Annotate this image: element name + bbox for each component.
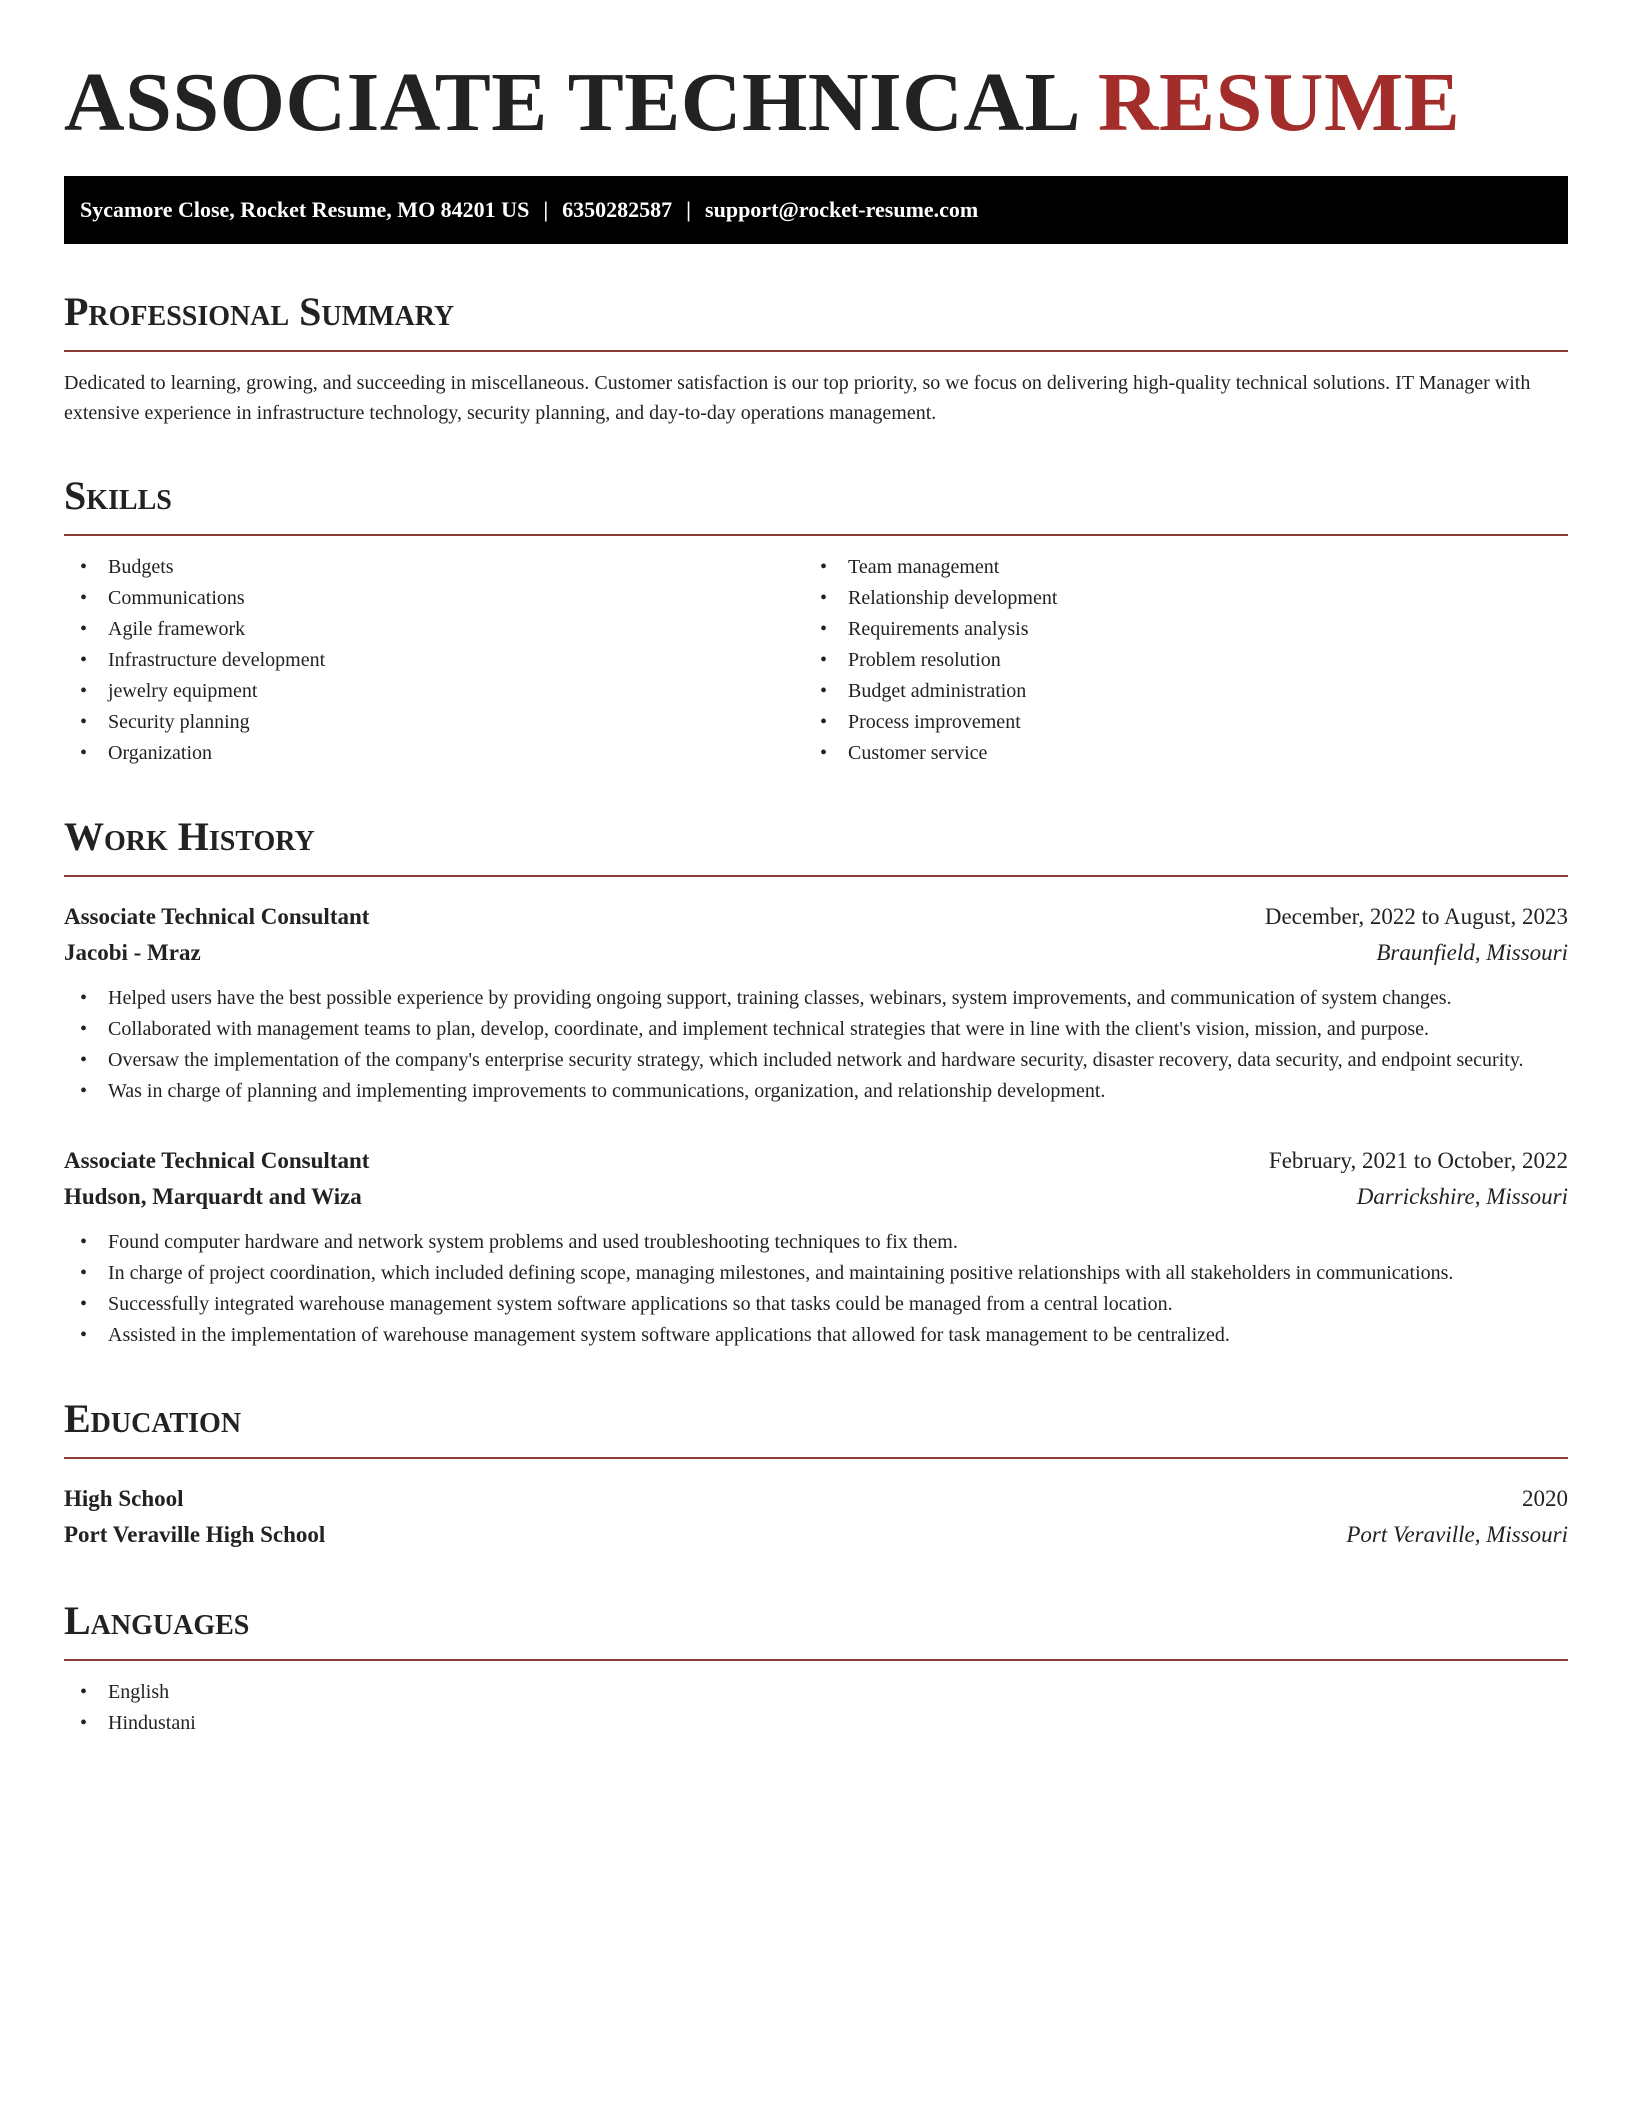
skill-item: • Infrastructure development [64,645,804,676]
work-history-section [64,813,1568,1351]
resume-title-accent: RESUME [1097,56,1461,149]
skill-item: • Organization [64,738,804,769]
skills-columns [64,552,1568,769]
resume-title-main: ASSOCIATE TECHNICAL [64,56,1077,149]
job-title: Associate Technical Consultant [64,904,370,929]
contact-separator: | [543,197,549,222]
job-bullets [64,983,1568,1107]
skill-item: • Agile framework [64,614,804,645]
education-degree-row [64,1481,1568,1517]
work-history-heading: Work History [64,813,1568,877]
education-section [64,1395,1568,1553]
job-company: Hudson, Marquardt and Wiza [64,1184,362,1209]
job-bullet: • Found computer hardware and network system problems and used troubleshooting techniques to fix them. [64,1227,1568,1258]
skills-section [64,472,1568,769]
job-title: Associate Technical Consultant [64,1148,370,1173]
job-location: Darrickshire, Missouri [1356,1184,1568,1209]
education-degree: High School [64,1486,184,1511]
job-bullet: • Collaborated with management teams to plan, develop, coordinate, and implement technical strategies that were in line with the client's vision, mission, and purpose. [64,1014,1568,1045]
education-school: Port Veraville High School [64,1522,326,1547]
job-dates: December, 2022 to August, 2023 [1264,904,1568,929]
skill-item: • Process improvement [804,707,1544,738]
contact-separator: | [686,197,692,222]
language-item: • English [64,1677,1568,1708]
job-entry [64,899,1568,1107]
summary-section [64,288,1568,428]
skills-heading: Skills [64,472,1568,536]
skill-item: • Problem resolution [804,645,1544,676]
skill-item: • Requirements analysis [804,614,1544,645]
job-bullet: • Assisted in the implementation of warehouse management system software applications that allowed for task management to be centralized. [64,1320,1568,1351]
contact-phone[interactable]: 6350282587 [562,197,673,222]
job-bullet: • In charge of project coordination, which included defining scope, managing milestones, and maintaining positive relationships with all stakeholders in communications. [64,1258,1568,1289]
job-bullet: • Successfully integrated warehouse management system software applications so that tasks could be managed from a central location. [64,1289,1568,1320]
job-company: Jacobi - Mraz [64,940,201,965]
job-company-row [64,1179,1568,1215]
skills-list-left [64,552,804,769]
skill-item: • Budgets [64,552,804,583]
education-entry [64,1481,1568,1553]
job-dates: February, 2021 to October, 2022 [1268,1148,1568,1173]
job-entry [64,1143,1568,1351]
skill-item: • Budget administration [804,676,1544,707]
languages-section [64,1597,1568,1739]
skill-item: • Security planning [64,707,804,738]
languages-list [64,1677,1568,1739]
skill-item: • Team management [804,552,1544,583]
contact-bar [64,176,1568,244]
education-heading: Education [64,1395,1568,1459]
education-school-row [64,1517,1568,1553]
job-bullet: • Was in charge of planning and implementing improvements to communications, organization, and relationship development. [64,1076,1568,1107]
skills-list-right [804,552,1544,769]
job-location: Braunfield, Missouri [1376,940,1568,965]
job-bullets [64,1227,1568,1351]
job-bullet: • Helped users have the best possible experience by providing ongoing support, training classes, webinars, system improvements, and communication of system changes. [64,983,1568,1014]
job-header-row [64,899,1568,935]
skill-item: • Communications [64,583,804,614]
summary-heading: Professional Summary [64,288,1568,352]
skill-item: • Customer service [804,738,1544,769]
education-location: Port Veraville, Missouri [1346,1522,1568,1547]
skill-item: • Relationship development [804,583,1544,614]
summary-text: Dedicated to learning, growing, and succeeding in miscellaneous. Customer satisfaction is our top priority, so we focus on delivering high-quality technical solutions. IT Manager with extensive experience in infrastructure technology, security planning, and day-to-day operations management. [64,372,1531,424]
resume-page [64,0,1568,1739]
language-item: • Hindustani [64,1708,1568,1739]
languages-heading: Languages [64,1597,1568,1661]
contact-email[interactable]: support@rocket-resume.com [705,197,979,222]
job-bullet: • Oversaw the implementation of the company's enterprise security strategy, which included network and hardware security, disaster recovery, data security, and endpoint security. [64,1045,1568,1076]
skill-item: • jewelry equipment [64,676,804,707]
job-header-row [64,1143,1568,1179]
education-year: 2020 [1522,1486,1568,1511]
contact-address: Sycamore Close, Rocket Resume, MO 84201 US [80,197,530,222]
resume-title [64,0,1568,148]
job-company-row [64,935,1568,971]
